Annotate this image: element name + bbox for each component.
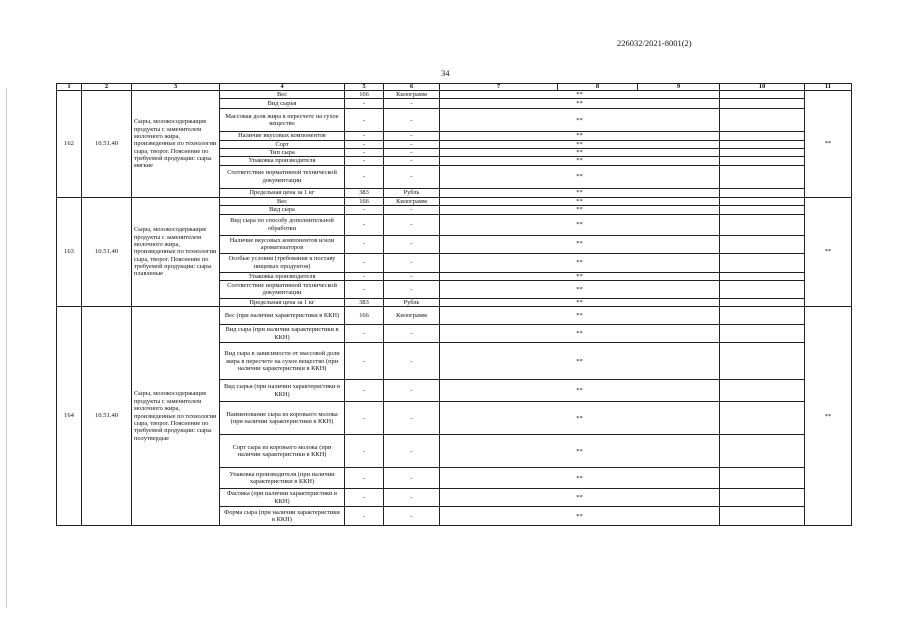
attribute-value: - <box>345 402 384 435</box>
attribute-name: Сорт <box>220 140 345 148</box>
attribute-value: 383 <box>345 298 384 306</box>
empty-cell <box>720 99 805 109</box>
attribute-unit: Килограмм <box>384 307 440 325</box>
attribute-value: - <box>345 157 384 165</box>
attribute-mark: ** <box>440 165 720 188</box>
column-header: 7 <box>440 84 558 91</box>
attribute-unit: Килограмм <box>384 91 440 99</box>
empty-cell <box>720 307 805 325</box>
attribute-unit: - <box>384 235 440 253</box>
attribute-mark: ** <box>440 214 720 235</box>
attribute-name: Наличие вкусовых компонентов <box>220 132 345 140</box>
column-header: 4 <box>220 84 345 91</box>
attribute-name: Вид сыра (при наличии характеристики в ККН) <box>220 325 345 343</box>
empty-cell <box>720 188 805 197</box>
attribute-value: - <box>345 132 384 140</box>
attribute-mark: ** <box>440 307 720 325</box>
empty-cell <box>720 272 805 280</box>
attribute-name: Форма сыра (при наличии характеристики в ККН) <box>220 507 345 526</box>
attribute-value: - <box>345 235 384 253</box>
attribute-value: 166 <box>345 197 384 205</box>
attribute-mark: ** <box>440 109 720 132</box>
okpd-code: 10.51.40 <box>82 307 132 526</box>
empty-cell <box>720 165 805 188</box>
attribute-value: - <box>345 468 384 489</box>
attribute-name: Соответствие нормативной технической документации <box>220 165 345 188</box>
attribute-value: - <box>345 435 384 468</box>
attribute-name: Массовая доля жира в пересчете на сухое вещество <box>220 109 345 132</box>
attribute-mark: ** <box>440 507 720 526</box>
empty-cell <box>720 157 805 165</box>
product-name: Сыры, молокосодержащие продукты с заменителем молочного жира, произведенные по технологии сыра, творог. Пояснение по требуемой продукции: сыры мягкие <box>132 91 220 198</box>
attribute-mark: ** <box>440 298 720 306</box>
attribute-unit: - <box>384 380 440 402</box>
attribute-mark: ** <box>440 435 720 468</box>
attribute-value: - <box>345 253 384 272</box>
attribute-unit: - <box>384 280 440 298</box>
attribute-mark: ** <box>440 468 720 489</box>
attribute-name: Упаковка производителя (при наличии характеристики в ККН) <box>220 468 345 489</box>
specification-table <box>56 83 852 526</box>
attribute-name: Вес (при наличии характеристики в ККН) <box>220 307 345 325</box>
attribute-value: - <box>345 214 384 235</box>
empty-cell <box>720 402 805 435</box>
attribute-name: Вес <box>220 197 345 205</box>
empty-cell <box>720 435 805 468</box>
attribute-name: Предельная цена за 1 кг <box>220 188 345 197</box>
attribute-name: Предельная цена за 1 кг <box>220 298 345 306</box>
item-number: 163 <box>57 197 82 306</box>
empty-cell <box>720 140 805 148</box>
attribute-mark: ** <box>440 343 720 380</box>
header-row <box>57 84 852 91</box>
attribute-unit: - <box>384 253 440 272</box>
attribute-value: - <box>345 507 384 526</box>
attribute-name: Вид сырья (при наличии характеристики в ККН) <box>220 380 345 402</box>
empty-cell <box>720 280 805 298</box>
attribute-name: Соответствие нормативной технической документации <box>220 280 345 298</box>
column-header: 8 <box>558 84 638 91</box>
item-number: 162 <box>57 91 82 198</box>
product-name: Сыры, молокосодержащие продукты с заменителем молочного жира, произведенные по технологии сыра, творог. Пояснение по требуемой продукции: сыры плавленые <box>132 197 220 306</box>
attribute-unit: - <box>384 325 440 343</box>
attribute-unit: - <box>384 132 440 140</box>
empty-cell <box>720 343 805 380</box>
page-number: 34 <box>441 68 450 78</box>
attribute-name: Вид сыра в зависимости от массовой доли жира в пересчете на сухое вещество (при наличии характеристики в ККН) <box>220 343 345 380</box>
attribute-mark: ** <box>440 206 720 214</box>
attribute-mark: ** <box>440 402 720 435</box>
okpd-code: 10.51.40 <box>82 91 132 198</box>
empty-cell <box>720 489 805 507</box>
attribute-name: Вид сыра по способу дополнительной обработки <box>220 214 345 235</box>
attribute-name: Тип сыра <box>220 149 345 157</box>
table-row <box>57 307 852 325</box>
attribute-name: Особые условия (требования к поставу пищевых продуктов) <box>220 253 345 272</box>
attribute-unit: - <box>384 435 440 468</box>
attribute-name: Вид сыра <box>220 206 345 214</box>
attribute-unit: Рубль <box>384 298 440 306</box>
attribute-name: Вес <box>220 91 345 99</box>
empty-cell <box>720 235 805 253</box>
attribute-name: Сорт сыра из коровьего молока (при наличии характеристики в ККН) <box>220 435 345 468</box>
attribute-unit: - <box>384 165 440 188</box>
attribute-value: - <box>345 165 384 188</box>
group-mark: ** <box>805 197 852 306</box>
attribute-mark: ** <box>440 157 720 165</box>
attribute-value: 166 <box>345 91 384 99</box>
empty-cell <box>720 214 805 235</box>
empty-cell <box>720 149 805 157</box>
empty-cell <box>720 132 805 140</box>
attribute-unit: - <box>384 402 440 435</box>
attribute-mark: ** <box>440 325 720 343</box>
empty-cell <box>720 206 805 214</box>
attribute-name: Вид сырья <box>220 99 345 109</box>
attribute-unit: - <box>384 109 440 132</box>
attribute-unit: - <box>384 507 440 526</box>
empty-cell <box>720 253 805 272</box>
empty-cell <box>720 325 805 343</box>
attribute-mark: ** <box>440 140 720 148</box>
attribute-mark: ** <box>440 280 720 298</box>
attribute-value: - <box>345 149 384 157</box>
attribute-mark: ** <box>440 99 720 109</box>
attribute-unit: - <box>384 157 440 165</box>
okpd-code: 10.51.40 <box>82 197 132 306</box>
item-number: 164 <box>57 307 82 526</box>
table-row <box>57 197 852 205</box>
empty-cell <box>720 507 805 526</box>
column-header: 10 <box>720 84 805 91</box>
attribute-mark: ** <box>440 253 720 272</box>
attribute-value: - <box>345 489 384 507</box>
attribute-name: Упаковка производителя <box>220 272 345 280</box>
attribute-unit: Килограмм <box>384 197 440 205</box>
empty-cell <box>720 109 805 132</box>
empty-cell <box>720 197 805 205</box>
empty-cell <box>720 298 805 306</box>
attribute-unit: - <box>384 468 440 489</box>
attribute-value: - <box>345 272 384 280</box>
column-header: 11 <box>805 84 852 91</box>
attribute-unit: Рубль <box>384 188 440 197</box>
empty-cell <box>720 468 805 489</box>
table-row <box>57 91 852 99</box>
attribute-mark: ** <box>440 91 720 99</box>
column-header: 1 <box>57 84 82 91</box>
attribute-mark: ** <box>440 188 720 197</box>
attribute-name: Наименование сыра из коровьего молока (при наличии характеристики в ККН) <box>220 402 345 435</box>
attribute-mark: ** <box>440 489 720 507</box>
group-mark: ** <box>805 307 852 526</box>
column-header: 9 <box>638 84 720 91</box>
attribute-mark: ** <box>440 235 720 253</box>
attribute-mark: ** <box>440 272 720 280</box>
attribute-unit: - <box>384 214 440 235</box>
attribute-unit: - <box>384 140 440 148</box>
attribute-value: - <box>345 140 384 148</box>
attribute-value: 383 <box>345 188 384 197</box>
attribute-name: Фасовка (при наличии характеристики в ККН) <box>220 489 345 507</box>
margin-line <box>6 88 7 608</box>
attribute-value: - <box>345 380 384 402</box>
empty-cell <box>720 380 805 402</box>
document-number: 226032/2021-8001(2) <box>617 38 692 48</box>
attribute-mark: ** <box>440 132 720 140</box>
attribute-mark: ** <box>440 197 720 205</box>
column-header: 2 <box>82 84 132 91</box>
attribute-value: - <box>345 109 384 132</box>
column-header: 6 <box>384 84 440 91</box>
group-mark: ** <box>805 91 852 198</box>
product-name: Сыры, молокосодержащие продукты с заменителем молочного жира, произведенные по технологии сыра, творог. Пояснение по требуемой продукции: сыры полутвердые <box>132 307 220 526</box>
attribute-value: 166 <box>345 307 384 325</box>
attribute-mark: ** <box>440 149 720 157</box>
attribute-unit: - <box>384 272 440 280</box>
attribute-name: Наличие вкусовых компонентов и/или ароматизаторов <box>220 235 345 253</box>
empty-cell <box>720 91 805 99</box>
attribute-name: Упаковка производителя <box>220 157 345 165</box>
column-header: 5 <box>345 84 384 91</box>
attribute-unit: - <box>384 343 440 380</box>
attribute-value: - <box>345 280 384 298</box>
attribute-unit: - <box>384 489 440 507</box>
attribute-mark: ** <box>440 380 720 402</box>
column-header: 3 <box>132 84 220 91</box>
attribute-value: - <box>345 99 384 109</box>
attribute-unit: - <box>384 149 440 157</box>
attribute-value: - <box>345 325 384 343</box>
attribute-value: - <box>345 343 384 380</box>
attribute-value: - <box>345 206 384 214</box>
attribute-unit: - <box>384 99 440 109</box>
table-body <box>57 84 852 526</box>
attribute-unit: - <box>384 206 440 214</box>
